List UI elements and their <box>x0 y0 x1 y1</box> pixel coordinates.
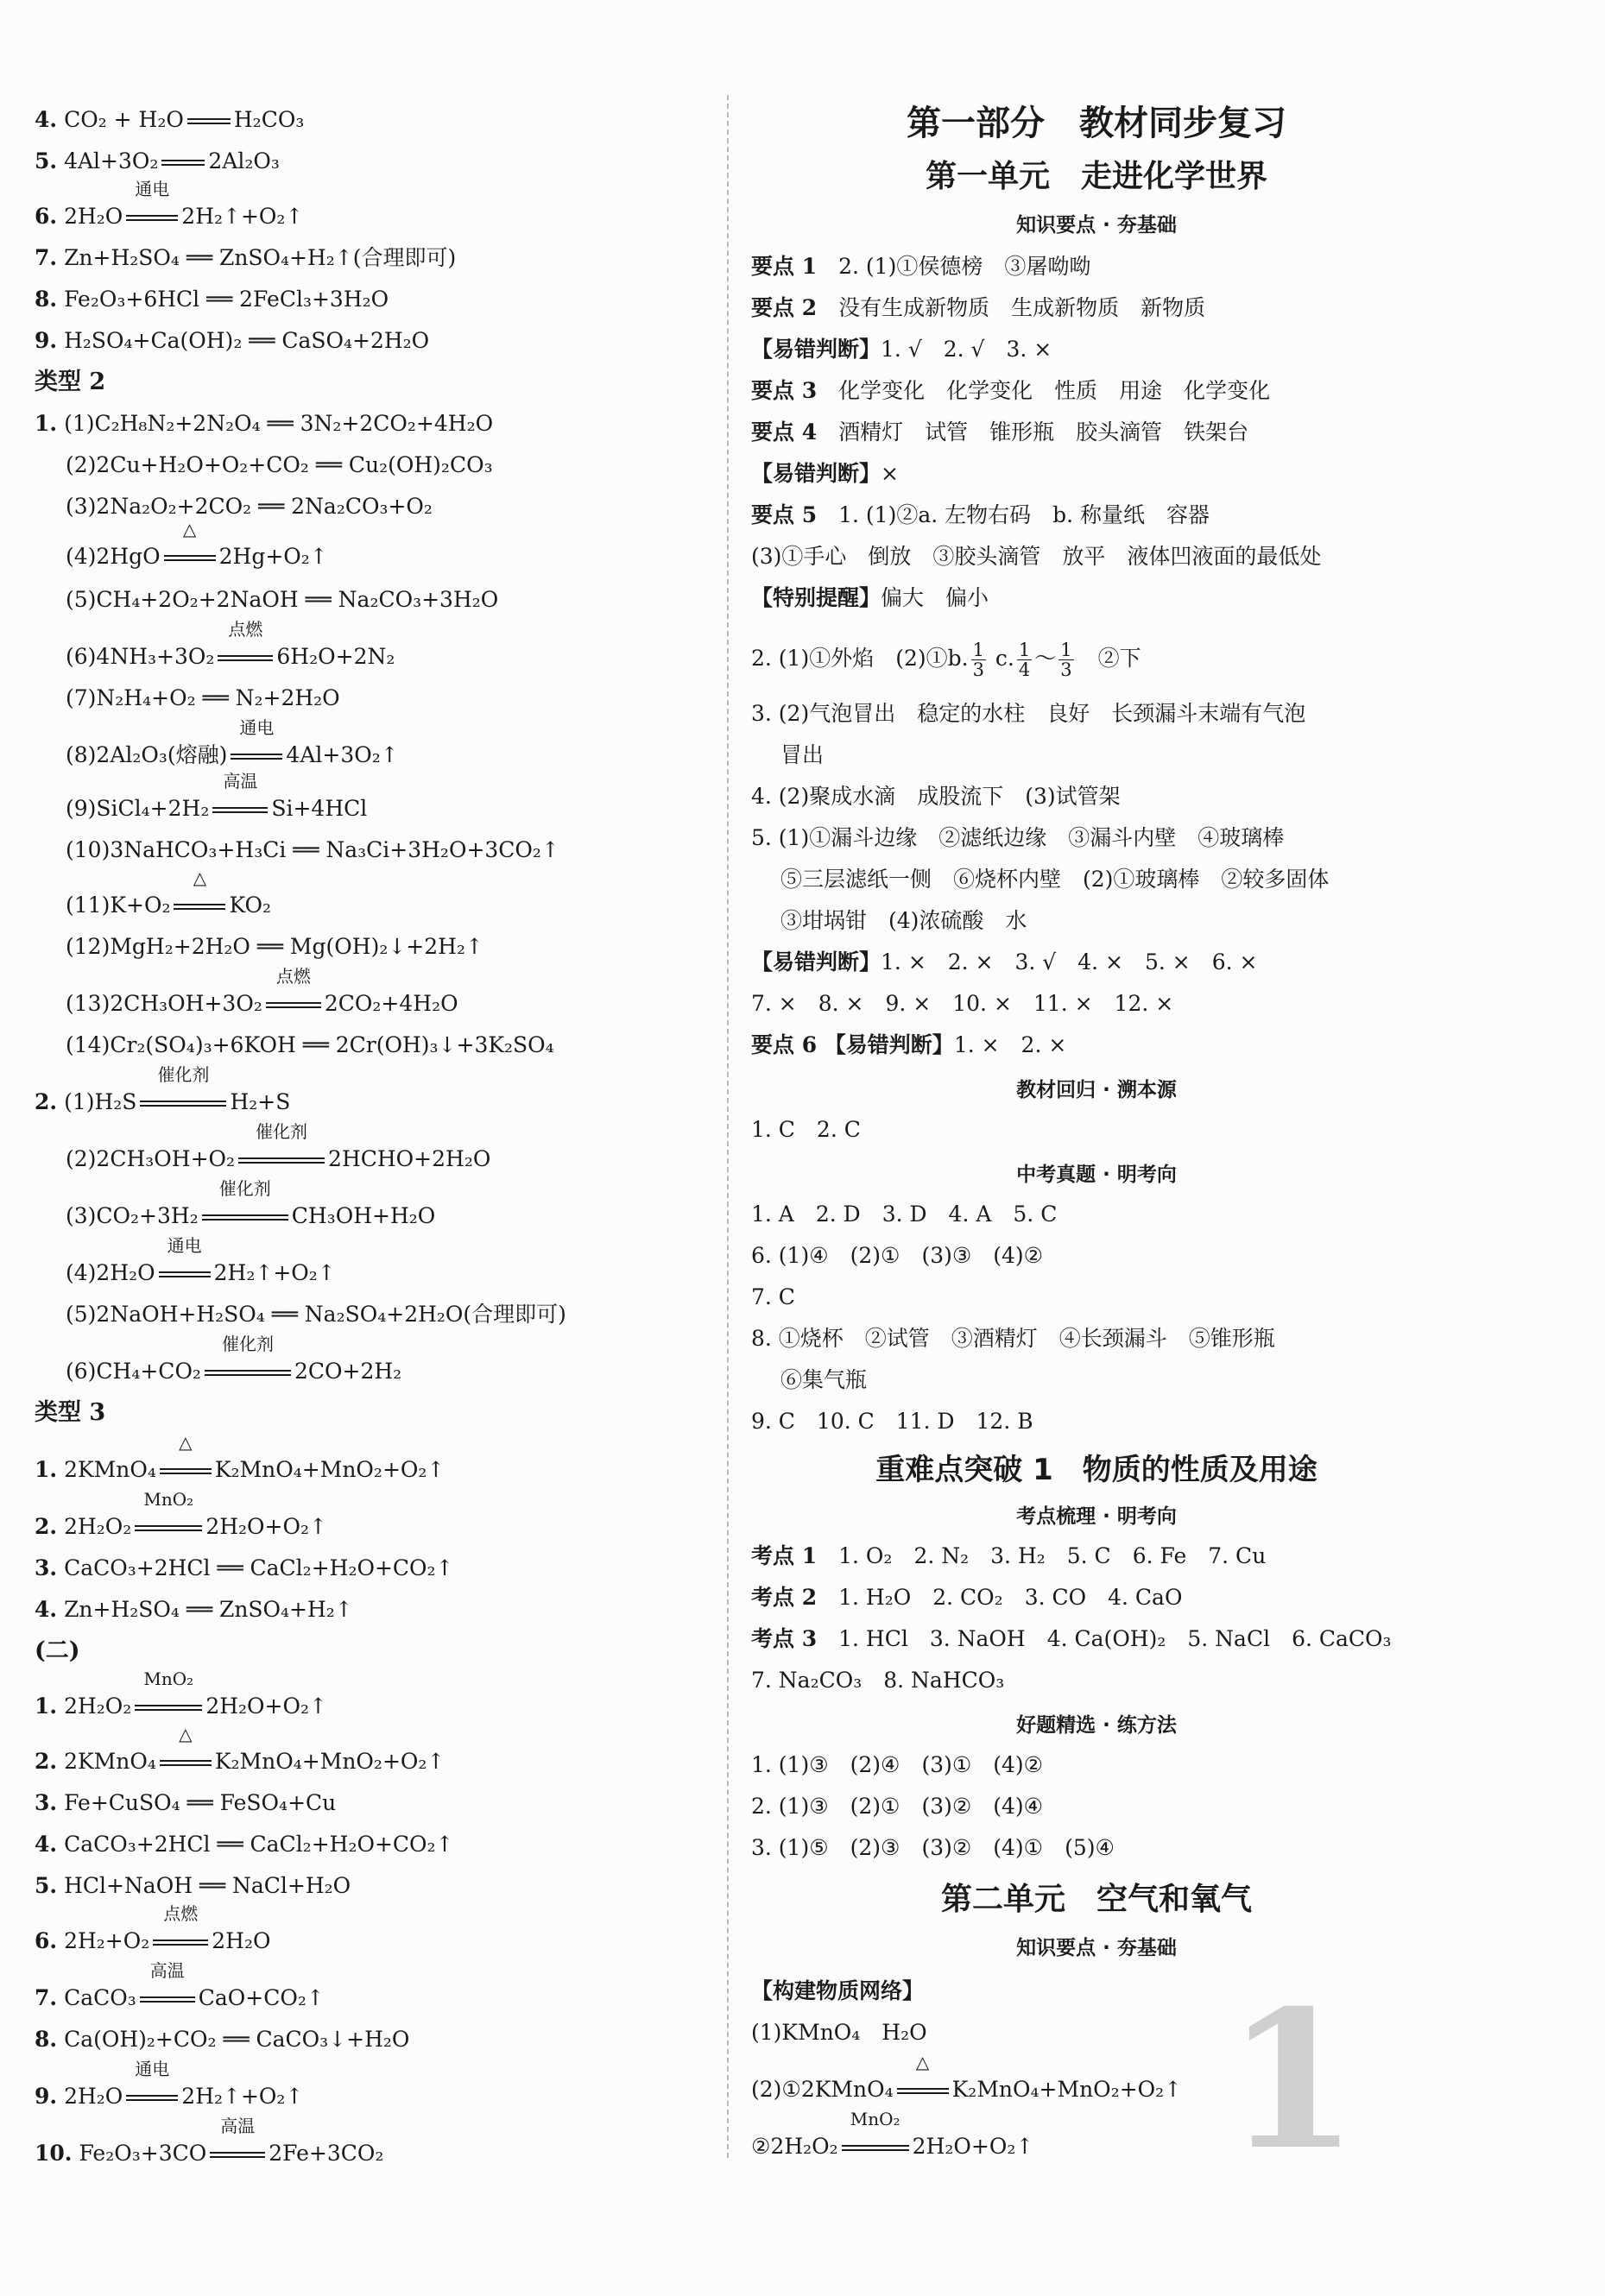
answer-line: 3. (2)气泡冒出 稳定的水柱 良好 长颈漏斗末端有气泡 <box>751 701 1306 726</box>
answer-line: 【易错判断】1. √ 2. √ 3. × <box>751 337 1052 362</box>
eq-line: (11)K+O₂ △ KO₂ <box>66 867 271 918</box>
eq-line: 3. Fe+CuSO₄ ══ FeSO₄+Cu <box>35 1790 337 1815</box>
answer-line: 2. (1)①外焰 (2)①b. $\frac{1}{3}$ c. $\frac{1}{4}$ ～ $\frac{1}{3}$ ②下 <box>751 640 1141 680</box>
eq-line: (12)MgH₂+2H₂O ══ Mg(OH)₂↓+2H₂↑ <box>66 934 483 959</box>
eq-line: 8. Ca(OH)₂+CO₂ ══ CaCO₃↓+H₂O <box>35 2027 410 2052</box>
eq-line: (3)CO₂+3H₂ 催化剂 CH₃OH+H₂O <box>66 1178 436 1228</box>
answer-line: 1. C 2. C <box>751 1117 861 1142</box>
eq-line: (9)SiCl₄+2H₂ 高温 Si+4HCl <box>66 771 368 821</box>
answer-line: 1. (1)③ (2)④ (3)① (4)② <box>751 1752 1044 1777</box>
answer-line: 考点 1 1. O₂ 2. N₂ 3. H₂ 5. C 6. Fe 7. Cu <box>751 1543 1267 1568</box>
eq-line: (8)2Al₂O₃(熔融) 通电 4Al+3O₂↑ <box>66 717 399 767</box>
answer-line: (3)①手心 倒放 ③胶头滴管 放平 液体凹液面的最低处 <box>751 544 1322 569</box>
answer-line: 3. (1)⑤ (2)③ (3)② (4)① (5)④ <box>751 1835 1115 1860</box>
eq-line: (4)2HgO △ 2Hg+O₂↑ <box>66 519 328 569</box>
section-subhead: 中考真题 · 明考向 <box>1016 1164 1177 1186</box>
section-subhead: 教材回归 · 溯本源 <box>1016 1079 1177 1101</box>
answer-line: 5. (1)①漏斗边缘 ②滤纸边缘 ③漏斗内壁 ④玻璃棒 <box>751 825 1285 850</box>
answer-line: ⑤三层滤纸一侧 ⑥烧杯内壁 (2)①玻璃棒 ②较多固体 <box>780 867 1330 892</box>
eq-line: (5)2NaOH+H₂SO₄ ══ Na₂SO₄+2H₂O(合理即可) <box>66 1302 566 1327</box>
eq-line: (7)N₂H₄+O₂ ══ N₂+2H₂O <box>66 685 340 710</box>
eq-line: 4. CaCO₃+2HCl ══ CaCl₂+H₂O+CO₂↑ <box>35 1832 454 1857</box>
eq-line: (4)2H₂O 通电 2H₂↑+O₂↑ <box>66 1235 336 1285</box>
eq-line: ②2H₂O₂ MnO₂ 2H₂O+O₂↑ <box>751 2109 1034 2159</box>
eq-line: 6. 2H₂+O₂ 点燃 2H₂O <box>35 1903 271 1953</box>
section-heading: 类型 2 <box>35 369 106 395</box>
answer-line: 7. × 8. × 9. × 10. × 11. × 12. × <box>751 991 1174 1016</box>
column-divider <box>727 95 729 2158</box>
section-subhead: 知识要点 · 夯基础 <box>1016 214 1177 237</box>
eq-line: 1. 2H₂O₂ MnO₂ 2H₂O+O₂↑ <box>35 1668 327 1719</box>
answer-line: 4. (2)聚成水滴 成股流下 (3)试管架 <box>751 784 1121 809</box>
eq-line: (5)CH₄+2O₂+2NaOH ══ Na₂CO₃+3H₂O <box>66 587 499 612</box>
eq-line: (13)2CH₃OH+3O₂ 点燃 2CO₂+4H₂O <box>66 966 458 1016</box>
eq-line: 9. H₂SO₄+Ca(OH)₂ ══ CaSO₄+2H₂O <box>35 328 430 353</box>
answer-line: 【构建物质网络】 <box>751 1978 925 2003</box>
eq-line: (6)4NH₃+3O₂ 点燃 6H₂O+2N₂ <box>66 619 395 669</box>
answer-line: 7. Na₂CO₃ 8. NaHCO₃ <box>751 1668 1005 1693</box>
answer-line: 要点 4 酒精灯 试管 锥形瓶 胶头滴管 铁架台 <box>751 419 1249 445</box>
answer-line: ⑥集气瓶 <box>780 1367 868 1392</box>
answer-line: 8. ①烧杯 ②试管 ③酒精灯 ④长颈漏斗 ⑤锥形瓶 <box>751 1326 1275 1351</box>
answer-line: 【特别提醒】偏大 偏小 <box>751 585 989 610</box>
answer-line: 考点 2 1. H₂O 2. CO₂ 3. CO 4. CaO <box>751 1585 1183 1610</box>
eq-line: (10)3NaHCO₃+H₃Ci ══ Na₃Ci+3H₂O+3CO₂↑ <box>66 837 559 862</box>
section-heading: (二) <box>35 1637 80 1664</box>
eq-line: 5. HCl+NaOH ══ NaCl+H₂O <box>35 1873 351 1898</box>
eq-line: 4. Zn+H₂SO₄ ══ ZnSO₄+H₂↑ <box>35 1597 353 1622</box>
answer-line: 要点 5 1. (1)②a. 左物右码 b. 称量纸 容器 <box>751 502 1210 527</box>
eq-line: 1. 2KMnO₄ △ K₂MnO₄+MnO₂+O₂↑ <box>35 1432 445 1482</box>
answer-line: 要点 2 没有生成新物质 生成新物质 新物质 <box>751 295 1206 320</box>
answer-line: 要点 1 2. (1)①侯德榜 ③屠呦呦 <box>751 254 1091 279</box>
eq-line: (6)CH₄+CO₂ 催化剂 2CO+2H₂ <box>66 1334 402 1384</box>
eq-line: 9. 2H₂O 通电 2H₂↑+O₂↑ <box>35 2059 304 2109</box>
answer-line: 7. C <box>751 1284 795 1309</box>
eq-line: (14)Cr₂(SO₄)₃+6KOH ══ 2Cr(OH)₃↓+3K₂SO₄ <box>66 1032 554 1057</box>
answer-line: 考点 3 1. HCl 3. NaOH 4. Ca(OH)₂ 5. NaCl 6. CaCO₃ <box>751 1626 1392 1651</box>
eq-line: 3. CaCO₃+2HCl ══ CaCl₂+H₂O+CO₂↑ <box>35 1555 454 1580</box>
eq-line: 2. 2H₂O₂ MnO₂ 2H₂O+O₂↑ <box>35 1489 327 1539</box>
answer-line: 【易错判断】× <box>751 461 899 486</box>
eq-line: 5. 4Al+3O₂ 2Al₂O₃ <box>35 148 280 173</box>
section-subhead: 考点梳理 · 明考向 <box>1016 1505 1177 1528</box>
eq-line: 7. CaCO₃ 高温 CaO+CO₂↑ <box>35 1960 325 2010</box>
section-subhead: 知识要点 · 夯基础 <box>1016 1937 1177 1959</box>
focus-title: 重难点突破 1 物质的性质及用途 <box>875 1453 1317 1487</box>
section-heading: 类型 3 <box>35 1399 106 1426</box>
answer-line: (1)KMnO₄ H₂O <box>751 2020 927 2045</box>
eq-line: 6. 2H₂O 通电 2H₂↑+O₂↑ <box>35 179 304 229</box>
unit2-title: 第二单元 空气和氧气 <box>940 1882 1252 1917</box>
eq-line: (2)①2KMnO₄ △ K₂MnO₄+MnO₂+O₂↑ <box>751 2052 1183 2102</box>
eq-line: (2)2CH₃OH+O₂ 催化剂 2HCHO+2H₂O <box>66 1121 491 1171</box>
page-number: 1 <box>1226 1968 1359 2192</box>
answer-line: 冒出 <box>780 742 825 767</box>
answer-line: 1. A 2. D 3. D 4. A 5. C <box>751 1202 1058 1227</box>
part-title: 第一部分 教材同步复习 <box>907 104 1286 143</box>
eq-line: 7. Zn+H₂SO₄ ══ ZnSO₄+H₂↑(合理即可) <box>35 245 457 270</box>
eq-line: 1. (1)C₂H₈N₂+2N₂O₄ ══ 3N₂+2CO₂+4H₂O <box>35 411 494 436</box>
answer-line: 9. C 10. C 11. D 12. B <box>751 1409 1033 1434</box>
answer-line: 要点 6 【易错判断】1. × 2. × <box>751 1032 1067 1057</box>
eq-line: 2. (1)H₂S 催化剂 H₂+S <box>35 1064 291 1114</box>
answer-line: 要点 3 化学变化 化学变化 性质 用途 化学变化 <box>751 378 1271 403</box>
answer-line: 2. (1)③ (2)① (3)② (4)④ <box>751 1794 1044 1819</box>
eq-line: 8. Fe₂O₃+6HCl ══ 2FeCl₃+3H₂O <box>35 287 389 312</box>
eq-line: (3)2Na₂O₂+2CO₂ ══ 2Na₂CO₃+O₂ <box>66 494 433 519</box>
answer-line: 【易错判断】1. × 2. × 3. √ 4. × 5. × 6. × <box>751 949 1258 975</box>
eq-line: 2. 2KMnO₄ △ K₂MnO₄+MnO₂+O₂↑ <box>35 1724 445 1774</box>
eq-line: 4. CO₂ + H₂O H₂CO₃ <box>35 107 305 132</box>
eq-line: 10. Fe₂O₃+3CO 高温 2Fe+3CO₂ <box>35 2116 384 2166</box>
answer-line: ③坩埚钳 (4)浓硫酸 水 <box>780 908 1027 933</box>
eq-line: (2)2Cu+H₂O+O₂+CO₂ ══ Cu₂(OH)₂CO₃ <box>66 452 493 477</box>
answer-line: 6. (1)④ (2)① (3)③ (4)② <box>751 1243 1044 1268</box>
unit1-title: 第一单元 走进化学世界 <box>925 159 1267 194</box>
section-subhead: 好题精选 · 练方法 <box>1016 1714 1177 1737</box>
